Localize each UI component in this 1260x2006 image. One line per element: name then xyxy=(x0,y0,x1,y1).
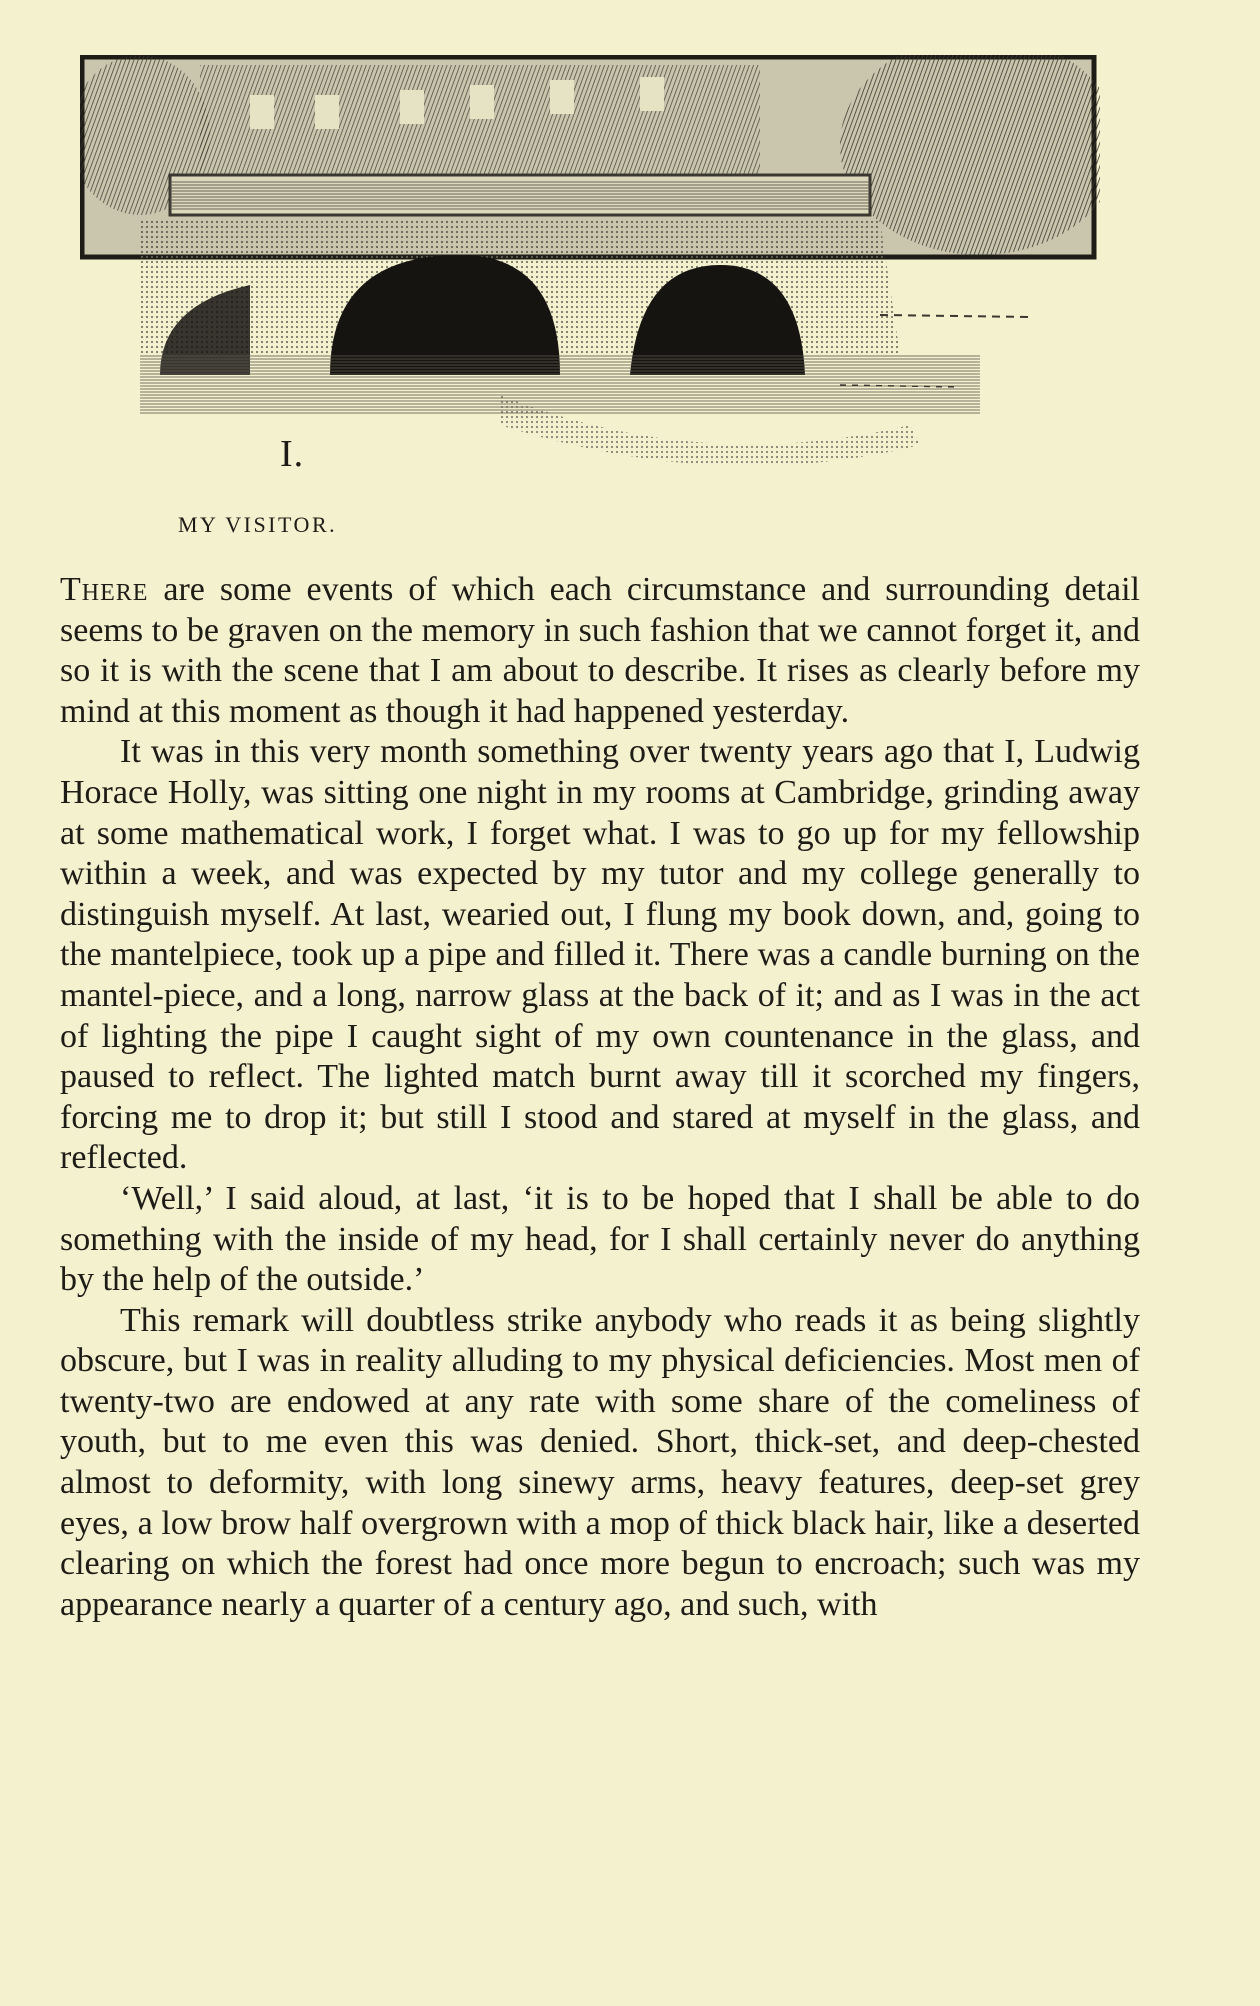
paragraph-2: It was in this very month something over twenty years ago that I, Ludwig Horace Holly, was sitting one night in my rooms at Cambridge, grinding away at some mathematical work, I forget what. I was to go up for my fellowship within a week, and was expected by my tutor and my college generally to distinguish myself. At last, wearied out, I flung my book down, and, going to the mantelpiece, took up a pipe and filled it. There was a candle burning on the mantel-piece, and a long, narrow glass at the back of it; and as I was in the act of lighting the pipe I caught sight of my own countenance in the glass, and paused to reflect. The lighted match burnt away till it scorched my fingers, forcing me to drop it; but still I stood and stared at myself in the glass, and reflected. xyxy=(60,733,1140,1177)
bridge-engraving xyxy=(80,55,1100,495)
chapter-number: I. xyxy=(280,433,305,475)
chapter-body xyxy=(60,570,1140,1625)
chapter-title: MY VISITOR. xyxy=(178,512,338,537)
paragraph-4: This remark will doubtless strike anybody who reads it as being slightly obscure, but I was in reality alluding to my physical deficiencies. Most men of twenty-two are endowed at any rate with some share of the comeliness of youth, but to me even this was denied. Short, thick-set, and deep-chested almost to deformity, with long sinewy arms, heavy features, deep-set grey eyes, a low brow half overgrown with a mop of thick black hair, like a deserted clearing on which the forest had once more begun to encroach; such was my appearance nearly a quarter of a century ago, and such, with xyxy=(60,1301,1140,1623)
paragraph-text: are some events of which each circumstance and surrounding detail seems to be graven on the memory in such fashion that we cannot forget it, and so it is with the scene that I am about to describe. It rises as clearly before my mind at this moment as though it had happened yesterday. xyxy=(60,571,1140,730)
paragraph-1 xyxy=(60,570,1140,732)
paragraph-3: ‘Well,’ I said aloud, at last, ‘it is to be hoped that I shall be able to do something with the inside of my head, for I shall certainly never do anything by the help of the outside.’ xyxy=(60,1179,1140,1299)
chapter-illustration xyxy=(80,55,1100,495)
drop-word: There xyxy=(60,571,149,608)
